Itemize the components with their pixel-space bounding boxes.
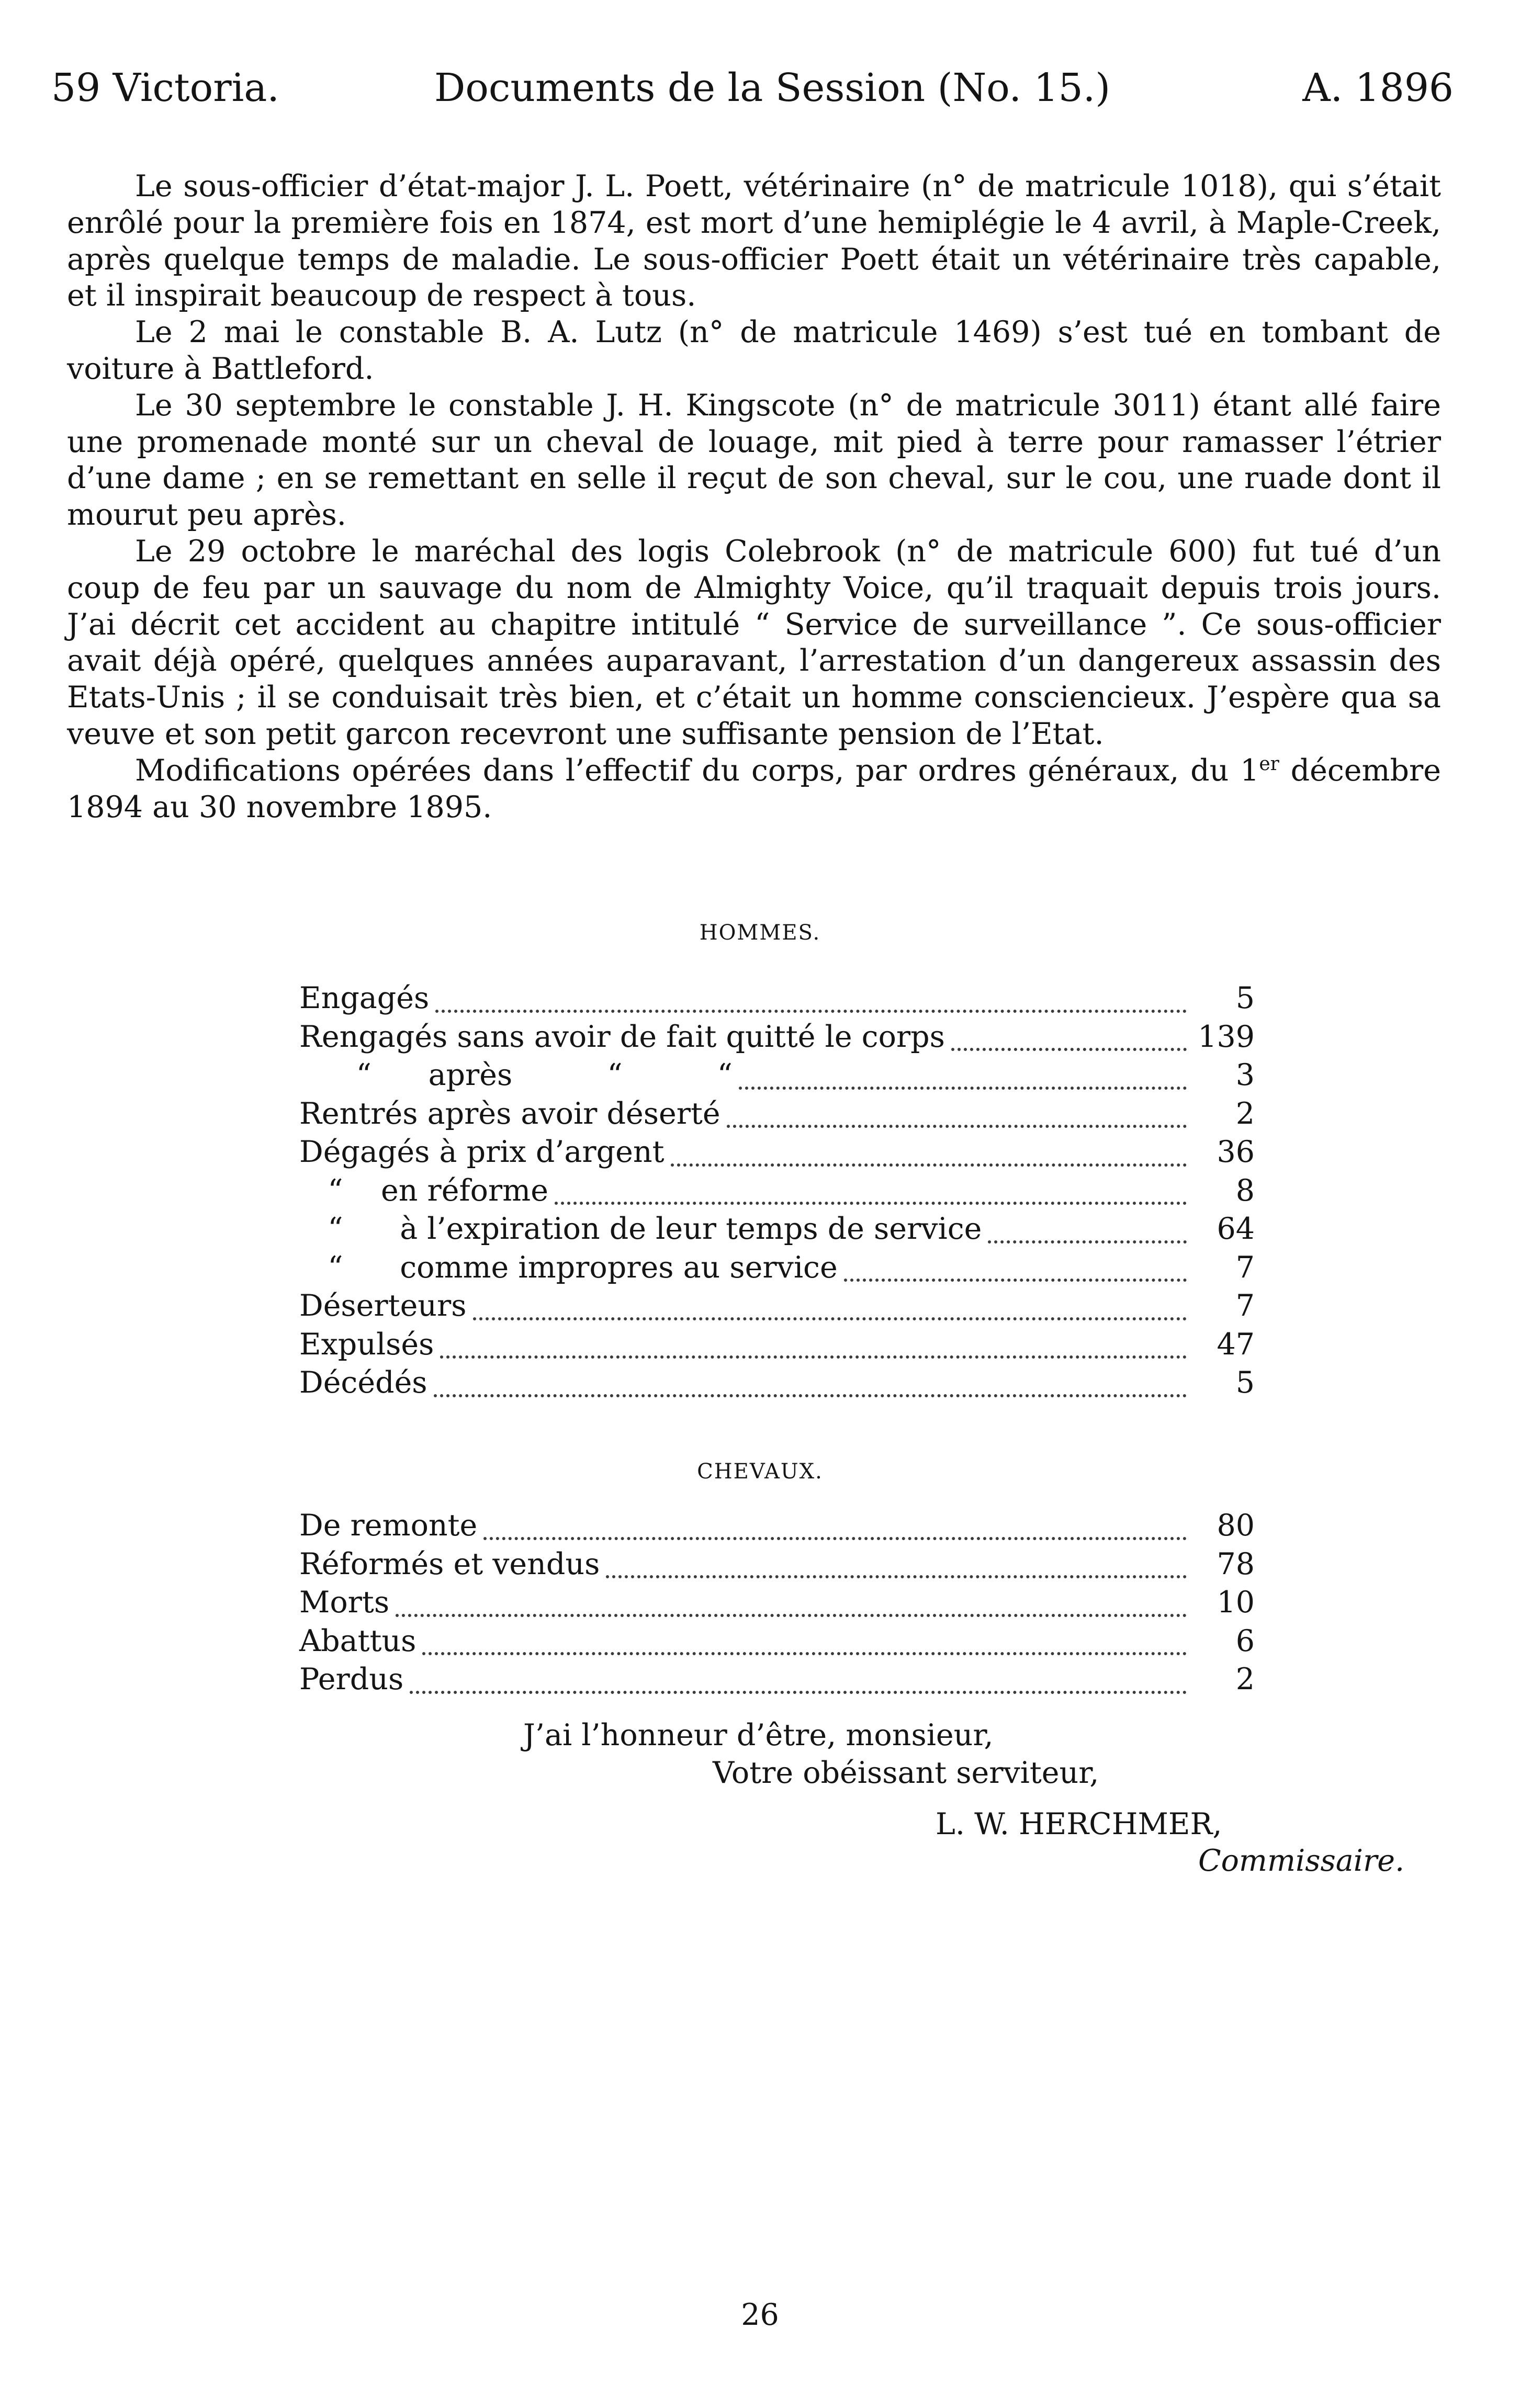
paragraph-modifications [67,753,1441,826]
row-value: 7 [1235,1250,1255,1285]
row-label: Décédés [299,1365,427,1400]
row-value: 80 [1217,1508,1255,1543]
table-row [299,1172,1255,1211]
table-row [299,1507,1255,1545]
row-value: 7 [1235,1288,1255,1323]
dot-leader [727,1125,1187,1128]
row-label: “ comme impropres au service [299,1250,838,1285]
modifications-text-end: décembre 1894 au 30 novembre 1895. [67,753,1442,824]
chevaux-heading: CHEVAUX. [697,1460,823,1484]
row-label: Abattus [299,1623,416,1658]
row-value: 5 [1235,1365,1255,1400]
dot-leader [555,1202,1187,1205]
modifications-superscript: er [1259,753,1279,775]
row-label: Rengagés sans avoir de fait quitté le corps [299,1019,945,1054]
row-value: 6 [1235,1623,1255,1658]
row-value: 139 [1198,1019,1255,1054]
table-row [299,1287,1255,1326]
report-body [67,168,1441,826]
row-label: Morts [299,1585,390,1620]
row-label: Dégagés à prix d’argent [299,1135,665,1169]
dot-leader [988,1240,1187,1243]
table-row [299,1095,1255,1134]
header-document-title: Documents de la Session (No. 15.) [434,65,1111,110]
row-value: 2 [1235,1096,1255,1131]
row-value: 8 [1235,1173,1255,1208]
page-number: 26 [741,2298,779,2332]
table-row [299,1018,1255,1057]
dot-leader [951,1048,1187,1051]
modifications-text: Modifications opérées dans l’effectif du corps, par ordres généraux, du 1 [135,753,1259,788]
row-label: Perdus [299,1662,404,1697]
table-row [299,1056,1255,1095]
dot-leader [606,1575,1187,1578]
table-row [299,1364,1255,1403]
closing-servant: Votre obéissant serviteur, [713,1756,1099,1790]
hommes-heading: HOMMES. [699,921,821,945]
table-row [299,979,1255,1018]
row-label: De remonte [299,1508,478,1543]
row-value: 36 [1217,1135,1255,1169]
row-label: “ en réforme [299,1173,548,1208]
header-session: 59 Victoria. [51,65,279,110]
hommes-table [299,979,1255,1403]
dot-leader [440,1355,1187,1359]
row-label: “ après “ “ [299,1058,733,1092]
dot-leader [473,1317,1187,1320]
dot-leader [483,1537,1187,1540]
table-row [299,1660,1255,1699]
row-value: 47 [1217,1327,1255,1362]
dot-leader [739,1087,1187,1090]
row-label: Expulsés [299,1327,434,1362]
table-row [299,1249,1255,1287]
row-label: Déserteurs [299,1288,467,1323]
table-row [299,1210,1255,1249]
row-label: Réformés et vendus [299,1546,600,1581]
table-row [299,1545,1255,1584]
row-label: Engagés [299,981,430,1015]
dot-leader [396,1614,1187,1617]
dot-leader [435,1010,1187,1013]
signature-title: Commissaire. [1198,1844,1405,1878]
table-row [299,1326,1255,1364]
row-value: 5 [1235,981,1255,1015]
row-value: 78 [1217,1546,1255,1581]
dot-leader [410,1691,1187,1694]
table-row [299,1133,1255,1172]
paragraph-colebrook: Le 29 octobre le maréchal des logis Colebrook (n° de matricule 600) fut tué d’un coup de feu par un sauvage du nom de Almighty Voice, qu’il traquait depuis trois jours. J’ai décrit cet accident au chapitre intitulé “ Service de surveillance ”. Ce sous-officier avait déjà opéré, quelques années auparavant, l’arrestation d’un dangereux assassin des Etats-Unis ; il se conduisait très bien, et c’était un homme consciencieux. J’espère qua sa veuve et son petit garcon recevront une suffisante pension de l’Etat. [67,534,1441,751]
closing-salutation: J’ai l’honneur d’être, monsieur, [523,1718,994,1753]
row-value: 10 [1217,1585,1255,1620]
table-row [299,1584,1255,1622]
row-label: Rentrés après avoir déserté [299,1096,720,1131]
dot-leader [422,1652,1187,1655]
signature-name: L. W. HERCHMER, [936,1807,1222,1841]
paragraph-kingscote: Le 30 septembre le constable J. H. Kingscote (n° de matricule 3011) étant allé faire une promenade monté sur un cheval de louage, mit pied à terre pour ramasser l’étrier d’une dame ; en se remettant en selle il reçut de son cheval, sur le cou, une ruade dont il mourut peu après. [67,388,1441,533]
dot-leader [671,1163,1187,1167]
dot-leader [434,1394,1187,1397]
paragraph-lutz: Le 2 mai le constable B. A. Lutz (n° de matricule 1469) s’est tué en tombant de voiture à Battleford. [67,315,1441,386]
chevaux-table [299,1507,1255,1699]
row-value: 2 [1235,1662,1255,1697]
dot-leader [844,1279,1187,1282]
header-year: A. 1896 [1302,65,1454,110]
table-row [299,1622,1255,1661]
page-header [51,62,1454,114]
row-value: 64 [1217,1212,1255,1246]
paragraph-poett: Le sous-officier d’état-major J. L. Poett, vétérinaire (n° de matricule 1018), qui s’était enrôlé pour la première fois en 1874, est mort d’une hemiplégie le 4 avril, à Maple-Creek, après quelque temps de maladie. Le sous-officier Poett était un vétérinaire très capable, et il inspirait beaucoup de respect à tous. [67,169,1441,313]
row-value: 3 [1235,1058,1255,1092]
row-label: “ à l’expiration de leur temps de service [299,1212,982,1246]
